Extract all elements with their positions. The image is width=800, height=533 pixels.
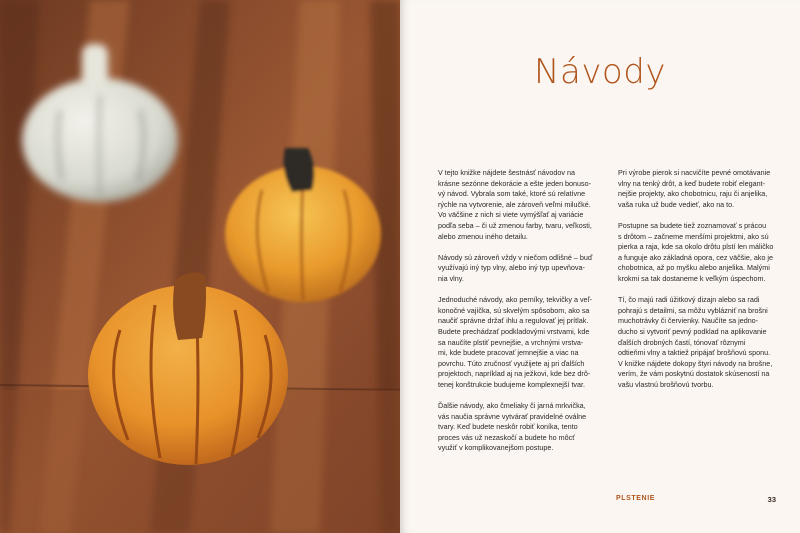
text-page: [400, 0, 800, 533]
paragraph: Ďalšie návody, ako čmeliaky či jarná mrkvička, vás naučia správne vytvárať pravidelné oválne tvary. Keď budete neskôr robiť koníka, tento proces vás už nezaskočí a budete ho môcť využiť v komplikovanejšom postupe.: [438, 401, 587, 453]
paragraph: Tí, čo majú radi úžitkový dizajn alebo sa radi pohrajú s detailmi, sa môžu vyblázniť na brošni muchotrávky či červienky. Naučíte sa jedno- ducho si vytvoriť pevný podklad na aplikovanie ďalších drobných častí, tónovať rôznymi odtieňmi vlny a taktiež pripájať brošňovú sponu. V knižke nájdete dokopy štyri návody na brošne, verím, že vám poskytnú dostatok skúseností na vašu vlastnú brošňovú tvorbu.: [618, 295, 773, 389]
page-number: 33: [767, 495, 776, 504]
paragraph: Návody sú zároveň vždy v niečom odlišné – buď využívajú iný typ vlny, alebo iný typ upevňova- nia vlny.: [438, 252, 593, 283]
text-column-left: [438, 168, 600, 465]
paragraph: Postupne sa budete tiež zoznamovať s prácou s drôtom – začneme menšími projektmi, ako sú pierka a raja, kde sa okolo drôtu plstí len máličko a funguje ako základná opora, cez väčšie, ako je chobotnica, až po myšku alebo anjelika. Malými krokmi sa tak dostaneme k veľkým úspechom.: [618, 220, 774, 283]
page-title: Návody: [534, 52, 666, 92]
paragraph: Pri výrobe pierok si nacvičíte pevné omotávanie vlny na tenký drôt, a keď budete robiť elegant- nejšie projekty, ako chobotnicu, raju či anjelika, vaša ruka už bude vedieť, ako na to.: [618, 168, 771, 209]
paragraph: Jednoduché návody, ako perníky, tekvičky a veľ- konočné vajíčka, sú skvelým spôsobom, ako sa naučiť správne držať ihlu a regulovať jej prítlak. Budete prechádzať podkladovými vrstvami, kde sa naučíte plstiť pevnejšie, a vrchnými vrstva- mi, kde budete pracovať jemnejšie a viac na povrchu. Túto zručnosť využijete aj pri ďalších projektoch, napríklad aj na ježkovi, kde bez drô- tenej konštrukcie budujeme komplexnejší tvar.: [438, 295, 593, 389]
paragraph: V tejto knižke nájdete šestnásť návodov na krásne sezónne dekorácie a ešte jeden bonuso- vý návod. Vybrala som také, ktoré sú relatívne rýchle na vytvorenie, ale zároveň veľmi milučké. Vo väčšine z nich si viete vymýšľať aj variácie podľa seba – či už zmenou farby, tvaru, veľkosti, alebo zmenou iného detailu.: [438, 168, 592, 241]
section-footer-label: PLSTENIE: [616, 495, 656, 502]
text-column-right: [618, 168, 780, 401]
